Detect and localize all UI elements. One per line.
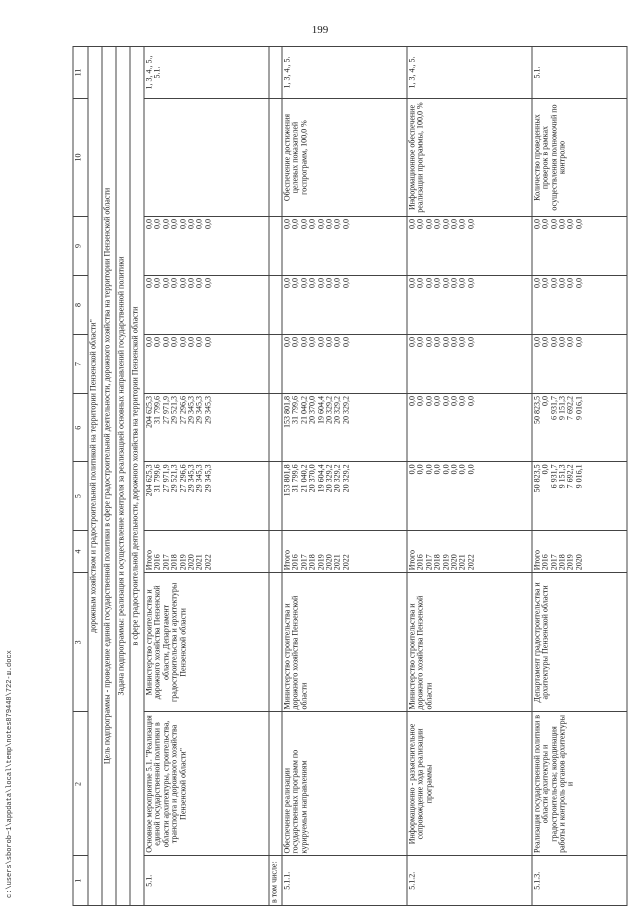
measure-name: Реализация государственной политики в области архитектуры и градостроительства; координация работы и контроль органов архитектуры и bbox=[532, 712, 627, 856]
executor: Министерство строительства и дорожного хозяйства Пензенской области bbox=[282, 573, 407, 712]
federal-budget bbox=[269, 334, 282, 393]
banner-row bbox=[102, 47, 116, 906]
page-number: 199 bbox=[311, 24, 329, 36]
col-4: 4 bbox=[73, 530, 88, 572]
table-row bbox=[407, 47, 532, 906]
years: Итого 2016 2017 2018 2019 2020 2021 2022 bbox=[407, 530, 532, 572]
banner-task-cont: в сфере градостроительной деятельности, дорожного хозяйства на территории Пензенской области bbox=[130, 47, 144, 906]
federal-budget: 0,0 0,0 0,0 0,0 0,0 0,0 0,0 0,0 bbox=[407, 334, 532, 393]
measure-name: Обеспечение реализации государственных программ по курируемым направлениям bbox=[282, 712, 407, 856]
link-number bbox=[269, 47, 282, 99]
other-sources: 0,0 0,0 0,0 0,0 0,0 0,0 0,0 0,0 bbox=[407, 217, 532, 276]
table-row bbox=[532, 47, 627, 906]
col-2: 2 bbox=[73, 712, 88, 856]
table-row bbox=[269, 47, 282, 906]
link-number: 1, 3, 4., 5. bbox=[407, 47, 532, 99]
local-budget: 0,0 0,0 0,0 0,0 0,0 0,0 0,0 0,0 bbox=[407, 276, 532, 335]
local-budget: 0,0 0,0 0,0 0,0 0,0 0,0 0,0 0,0 bbox=[282, 276, 407, 335]
row-number: 5.1.2. bbox=[407, 856, 532, 906]
regional-budget: 50 823,5 0,0 6 931,7 9 151,3 7 692,2 9 016,1 bbox=[532, 393, 627, 461]
years: Итого 2016 2017 2018 2019 2020 2021 2022 bbox=[144, 530, 269, 572]
measure-name: Информационно - разъяснительное сопровождение хода реализации программы bbox=[407, 712, 532, 856]
table-row bbox=[144, 47, 269, 906]
regional-budget: 0,0 0,0 0,0 0,0 0,0 0,0 0,0 0,0 bbox=[407, 393, 532, 461]
col-3: 3 bbox=[73, 573, 88, 712]
measure-name: Основное мероприятие 5.1. "Реализация единой государственной политики в области архитектуры, строительства, транспорта и дорожного хозяйства Пензенской области" bbox=[144, 712, 269, 856]
years: Итого 2016 2017 2018 2019 2020 bbox=[532, 530, 627, 572]
indicator bbox=[144, 99, 269, 217]
regional-budget: 153 801,8 31 799,6 21 040,2 20 370,0 19 604,4 20 329,2 20 329,2 20 329,2 bbox=[282, 393, 407, 461]
regional-budget: 204 625,3 31 799,6 27 971,9 29 521,3 27 296,6 29 345,3 29 345,3 29 345,3 bbox=[144, 393, 269, 461]
federal-budget: 0,0 0,0 0,0 0,0 0,0 0,0 0,0 0,0 bbox=[144, 334, 269, 393]
indicator: Информационное обеспечение реализации программы, 100,0 % bbox=[407, 99, 532, 217]
total-funding: 204 625,3 31 799,6 27 971,9 29 521,3 27 296,6 29 345,3 29 345,3 29 345,3 bbox=[144, 462, 269, 530]
federal-budget: 0,0 0,0 0,0 0,0 0,0 0,0 0,0 0,0 bbox=[282, 334, 407, 393]
program-table bbox=[73, 46, 628, 906]
file-path-footer: c:\users\sborob~1\appdata\local\temp\notes879448\722-ш.docx bbox=[6, 650, 14, 898]
col-10: 10 bbox=[73, 99, 88, 217]
banner-row bbox=[88, 47, 102, 906]
banner-title-end: дорожным хозяйством и градостроительной политикой на территории Пензенской области" bbox=[88, 47, 102, 906]
col-11: 11 bbox=[73, 47, 88, 99]
other-sources: 0,0 0,0 0,0 0,0 0,0 0,0 0,0 0,0 bbox=[144, 217, 269, 276]
rotated-table bbox=[73, 46, 628, 906]
col-8: 8 bbox=[73, 276, 88, 335]
banner-task: Задача подпрограммы: реализация и осуществление контроля за реализацией основных направлений государственной политики bbox=[116, 47, 130, 906]
total-funding bbox=[269, 462, 282, 530]
row-number: в том числе: bbox=[269, 856, 282, 906]
col-9: 9 bbox=[73, 217, 88, 276]
col-1: 1 bbox=[73, 856, 88, 906]
federal-budget: 0,0 0,0 0,0 0,0 0,0 0,0 bbox=[532, 334, 627, 393]
other-sources: 0,0 0,0 0,0 0,0 0,0 0,0 0,0 0,0 bbox=[282, 217, 407, 276]
banner-row bbox=[130, 47, 144, 906]
total-funding: 50 823,5 0,0 6 931,7 9 151,3 7 692,2 9 016,1 bbox=[532, 462, 627, 530]
executor: Министерство строительства и дорожного хозяйства Пензенской области, Департамент градостроительства и архитектуры Пензенской области bbox=[144, 573, 269, 712]
years bbox=[269, 530, 282, 572]
col-6: 6 bbox=[73, 393, 88, 461]
banner-row bbox=[116, 47, 130, 906]
years: Итого 2016 2017 2018 2019 2020 2021 2022 bbox=[282, 530, 407, 572]
measure-name bbox=[269, 712, 282, 856]
banner-goal: Цель подпрограммы - проведение единой государственной политики в сфере градостроительной деятельности, дорожного хозяйства на территории Пензенской области bbox=[102, 47, 116, 906]
total-funding: 153 801,8 31 799,6 21 040,2 20 370,0 19 604,4 20 329,2 20 329,2 20 329,2 bbox=[282, 462, 407, 530]
column-numbers-row bbox=[73, 47, 88, 906]
local-budget bbox=[269, 276, 282, 335]
row-number: 5.1.1. bbox=[282, 856, 407, 906]
row-number: 5.1. bbox=[144, 856, 269, 906]
indicator: Обеспечение достижения целевых показателей госпрограмм, 100,0 % bbox=[282, 99, 407, 217]
col-7: 7 bbox=[73, 334, 88, 393]
indicator bbox=[269, 99, 282, 217]
col-5: 5 bbox=[73, 462, 88, 530]
table-row bbox=[282, 47, 407, 906]
other-sources: 0,0 0,0 0,0 0,0 0,0 0,0 bbox=[532, 217, 627, 276]
indicator: Количество проведенных проверок в рамках осуществления полномочий по контролю bbox=[532, 99, 627, 217]
other-sources bbox=[269, 217, 282, 276]
total-funding: 0,0 0,0 0,0 0,0 0,0 0,0 0,0 0,0 bbox=[407, 462, 532, 530]
executor: Департамент градостроительства и архитектуры Пензенской области bbox=[532, 573, 627, 712]
regional-budget bbox=[269, 393, 282, 461]
link-number: 1, 3, 4., 5., 5.1. bbox=[144, 47, 269, 99]
link-number: 1, 3, 4., 5. bbox=[282, 47, 407, 99]
local-budget: 0,0 0,0 0,0 0,0 0,0 0,0 bbox=[532, 276, 627, 335]
local-budget: 0,0 0,0 0,0 0,0 0,0 0,0 0,0 0,0 bbox=[144, 276, 269, 335]
executor bbox=[269, 573, 282, 712]
row-number: 5.1.3. bbox=[532, 856, 627, 906]
link-number: 5.1. bbox=[532, 47, 627, 99]
executor: Министерство строительства и дорожного хозяйства Пензенской области bbox=[407, 573, 532, 712]
